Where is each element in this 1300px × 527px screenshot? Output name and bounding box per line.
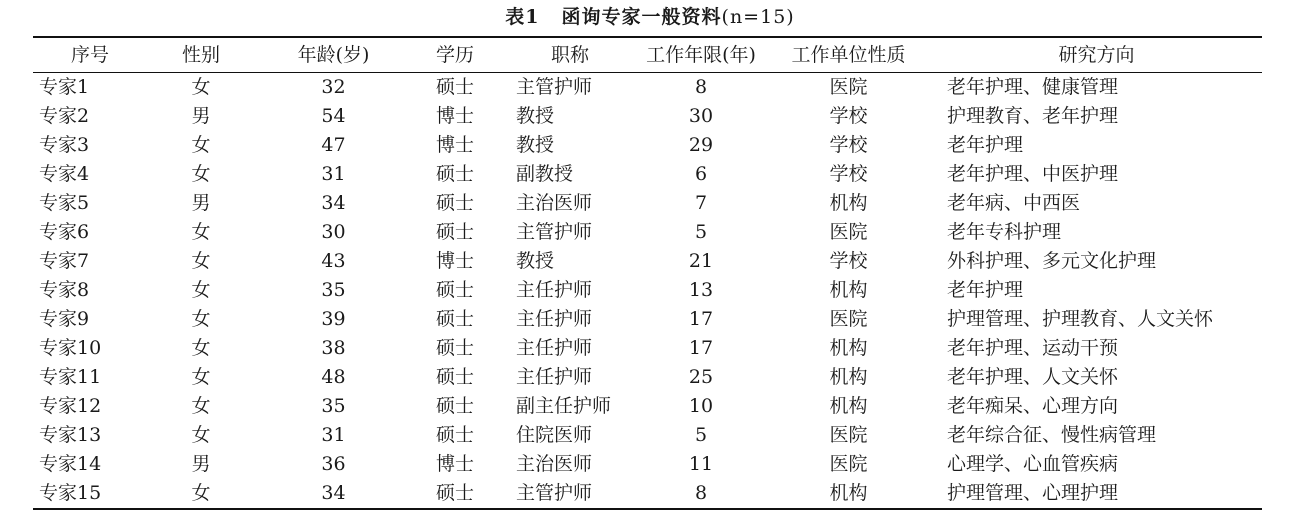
cell-workplace: 机构 xyxy=(829,337,868,359)
cell-title: 教授 xyxy=(516,134,555,156)
cell-age: 48 xyxy=(321,366,346,388)
table-caption-title: 函询专家一般资料 xyxy=(561,6,722,28)
cell-workplace: 机构 xyxy=(829,366,868,388)
cell-age: 32 xyxy=(321,76,346,98)
cell-id: 专家11 xyxy=(39,366,102,388)
cell-title: 主任护师 xyxy=(516,308,593,330)
cell-id: 专家12 xyxy=(39,395,102,417)
cell-age: 54 xyxy=(321,105,346,127)
header-cell-years: 工作年限(年) xyxy=(646,44,756,66)
cell-years: 29 xyxy=(688,134,714,156)
cell-years: 10 xyxy=(688,395,714,417)
cell-gender: 女 xyxy=(191,308,211,330)
cell-research: 老年护理 xyxy=(947,279,1024,301)
cell-education: 硕士 xyxy=(435,366,474,388)
header-cell-workplace: 工作单位性质 xyxy=(791,44,906,66)
cell-gender: 女 xyxy=(191,482,211,504)
cell-id: 专家2 xyxy=(39,105,90,127)
cell-id: 专家4 xyxy=(39,163,90,185)
cell-title: 住院医师 xyxy=(516,424,593,446)
cell-workplace: 机构 xyxy=(829,279,868,301)
cell-workplace: 学校 xyxy=(829,250,868,272)
cell-id: 专家6 xyxy=(39,221,90,243)
table-row xyxy=(33,392,1262,421)
table-row xyxy=(33,450,1262,479)
cell-education: 博士 xyxy=(435,453,474,475)
cell-gender: 女 xyxy=(191,279,211,301)
cell-id: 专家5 xyxy=(39,192,90,214)
table-row xyxy=(33,421,1262,450)
cell-education: 硕士 xyxy=(435,337,474,359)
header-cell-gender: 性别 xyxy=(181,44,220,66)
cell-gender: 女 xyxy=(191,424,211,446)
cell-research: 老年综合征、慢性病管理 xyxy=(947,424,1157,446)
header-row xyxy=(33,37,1262,73)
cell-title: 教授 xyxy=(516,250,555,272)
cell-years: 5 xyxy=(694,221,708,243)
cell-workplace: 医院 xyxy=(829,424,868,446)
header-cell-age: 年龄(岁) xyxy=(297,44,370,66)
cell-years: 7 xyxy=(694,192,708,214)
cell-workplace: 机构 xyxy=(829,395,868,417)
cell-research: 老年病、中西医 xyxy=(947,192,1081,214)
cell-research: 老年护理 xyxy=(947,134,1024,156)
cell-age: 38 xyxy=(321,337,346,359)
table-row xyxy=(33,363,1262,392)
cell-title: 副教授 xyxy=(516,163,574,185)
cell-title: 主管护师 xyxy=(516,76,593,98)
cell-gender: 男 xyxy=(191,453,211,475)
cell-gender: 女 xyxy=(191,76,211,98)
cell-workplace: 医院 xyxy=(829,308,868,330)
cell-gender: 女 xyxy=(191,163,211,185)
cell-years: 17 xyxy=(688,337,714,359)
table-caption xyxy=(0,4,1300,30)
cell-education: 博士 xyxy=(435,250,474,272)
header-cell-id: 序号 xyxy=(70,44,109,66)
cell-research: 老年护理、中医护理 xyxy=(947,163,1119,185)
cell-education: 硕士 xyxy=(435,308,474,330)
cell-title: 主任护师 xyxy=(516,366,593,388)
cell-title: 主任护师 xyxy=(516,279,593,301)
cell-research: 护理管理、护理教育、人文关怀 xyxy=(947,308,1214,330)
cell-id: 专家9 xyxy=(39,308,90,330)
cell-years: 11 xyxy=(688,453,714,475)
cell-age: 47 xyxy=(321,134,346,156)
cell-research: 心理学、心血管疾病 xyxy=(947,453,1119,475)
cell-title: 主管护师 xyxy=(516,221,593,243)
cell-education: 硕士 xyxy=(435,424,474,446)
cell-gender: 女 xyxy=(191,337,211,359)
cell-years: 8 xyxy=(694,482,708,504)
cell-research: 老年护理、人文关怀 xyxy=(947,366,1119,388)
cell-research: 护理教育、老年护理 xyxy=(947,105,1119,127)
cell-research: 护理管理、心理护理 xyxy=(947,482,1119,504)
cell-id: 专家10 xyxy=(39,337,102,359)
cell-gender: 男 xyxy=(191,192,211,214)
cell-education: 硕士 xyxy=(435,163,474,185)
cell-id: 专家3 xyxy=(39,134,90,156)
cell-age: 30 xyxy=(321,221,346,243)
table-row xyxy=(33,334,1262,363)
cell-years: 25 xyxy=(688,366,714,388)
cell-title: 主任护师 xyxy=(516,337,593,359)
cell-age: 31 xyxy=(321,424,346,446)
cell-age: 35 xyxy=(321,279,346,301)
header-cell-education: 学历 xyxy=(435,44,474,66)
table-row xyxy=(33,131,1262,160)
table-row xyxy=(33,305,1262,334)
table-row xyxy=(33,102,1262,131)
cell-title: 主治医师 xyxy=(516,453,593,475)
cell-education: 硕士 xyxy=(435,221,474,243)
cell-education: 硕士 xyxy=(435,192,474,214)
cell-research: 外科护理、多元文化护理 xyxy=(947,250,1157,272)
cell-age: 31 xyxy=(321,163,346,185)
cell-workplace: 医院 xyxy=(829,453,868,475)
cell-years: 21 xyxy=(688,250,714,272)
cell-gender: 女 xyxy=(191,395,211,417)
table-body xyxy=(33,73,1262,510)
cell-workplace: 医院 xyxy=(829,76,868,98)
cell-title: 主管护师 xyxy=(516,482,593,504)
cell-gender: 女 xyxy=(191,366,211,388)
cell-education: 博士 xyxy=(435,134,474,156)
cell-education: 硕士 xyxy=(435,279,474,301)
cell-years: 8 xyxy=(694,76,708,98)
table-row xyxy=(33,247,1262,276)
header-cell-research: 研究方向 xyxy=(1058,44,1135,66)
cell-id: 专家8 xyxy=(39,279,90,301)
table-row xyxy=(33,160,1262,189)
cell-education: 博士 xyxy=(435,105,474,127)
cell-title: 主治医师 xyxy=(516,192,593,214)
cell-id: 专家7 xyxy=(39,250,90,272)
cell-research: 老年护理、健康管理 xyxy=(947,76,1119,98)
cell-age: 39 xyxy=(321,308,346,330)
cell-education: 硕士 xyxy=(435,395,474,417)
cell-age: 43 xyxy=(321,250,346,272)
cell-research: 老年痴呆、心理方向 xyxy=(947,395,1119,417)
cell-age: 34 xyxy=(321,482,346,504)
cell-research: 老年专科护理 xyxy=(947,221,1062,243)
cell-years: 17 xyxy=(688,308,714,330)
cell-gender: 女 xyxy=(191,221,211,243)
cell-title: 教授 xyxy=(516,105,555,127)
cell-age: 34 xyxy=(321,192,346,214)
cell-age: 36 xyxy=(321,453,346,475)
cell-workplace: 医院 xyxy=(829,221,868,243)
cell-workplace: 学校 xyxy=(829,134,868,156)
cell-id: 专家15 xyxy=(39,482,102,504)
cell-id: 专家14 xyxy=(39,453,102,475)
cell-title: 副主任护师 xyxy=(516,395,612,417)
cell-gender: 男 xyxy=(191,105,211,127)
cell-years: 13 xyxy=(688,279,714,301)
table-row xyxy=(33,276,1262,305)
cell-education: 硕士 xyxy=(435,76,474,98)
header-cell-title: 职称 xyxy=(550,44,589,66)
cell-gender: 女 xyxy=(191,134,211,156)
table-caption-sample-size: (n=15) xyxy=(721,6,795,28)
cell-years: 5 xyxy=(694,424,708,446)
cell-age: 35 xyxy=(321,395,346,417)
table-row xyxy=(33,189,1262,218)
table-row xyxy=(33,73,1262,103)
cell-id: 专家1 xyxy=(39,76,90,98)
expert-info-table xyxy=(33,36,1262,510)
cell-id: 专家13 xyxy=(39,424,102,446)
table-header xyxy=(33,37,1262,73)
table-row xyxy=(33,479,1262,509)
table-row xyxy=(33,218,1262,247)
cell-workplace: 学校 xyxy=(829,163,868,185)
cell-workplace: 机构 xyxy=(829,192,868,214)
cell-research: 老年护理、运动干预 xyxy=(947,337,1119,359)
table-caption-label: 表1 xyxy=(505,6,540,28)
cell-education: 硕士 xyxy=(435,482,474,504)
cell-years: 30 xyxy=(688,105,714,127)
cell-gender: 女 xyxy=(191,250,211,272)
cell-years: 6 xyxy=(694,163,708,185)
cell-workplace: 机构 xyxy=(829,482,868,504)
cell-workplace: 学校 xyxy=(829,105,868,127)
